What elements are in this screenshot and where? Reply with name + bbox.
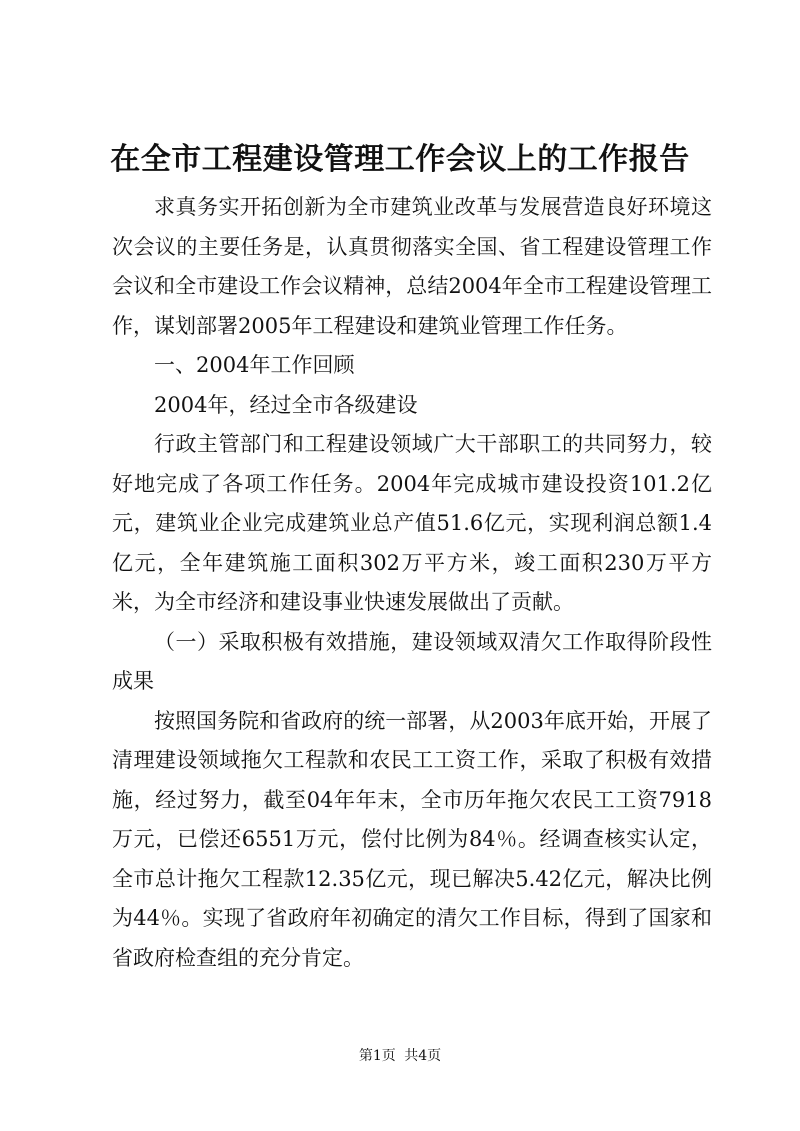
- paragraph-intro: 求真务实开拓创新为全市建筑业改革与发展营造良好环境这次会议的主要任务是，认真贯彻落实全国、省工程建设管理工作会议和全市建设工作会议精神，总结2004年全市工程建设管理工作，谋划部署2005年工程建设和建筑业管理工作任务。: [112, 195, 712, 338]
- document-title: 在全市工程建设管理工作会议上的工作报告: [110, 142, 690, 177]
- page-footer: [0, 1046, 800, 1066]
- page-number: 第1页: [358, 1048, 396, 1064]
- paragraph-arrears: 按照国务院和省政府的统一部署，从2003年底开始，开展了清理建设领域拖欠工程款和农民工工资工作，采取了积极有效措施，经过努力，截至04年年末，全市历年拖欠农民工工资7918万元，已偿还6551万元，偿付比例为84％。经调查核实认定，全市总计拖欠工程款12.35亿元，现已解决5.42亿元，解决比例为44％。实现了省政府年初确定的清欠工作目标，得到了国家和省政府检查组的充分肯定。: [112, 708, 712, 970]
- page-total: 共4页: [404, 1048, 442, 1064]
- subsection-heading-arrears: （一）采取积极有效措施，建设领域双清欠工作取得阶段性成果: [112, 629, 712, 693]
- paragraph-achievements: 行政主管部门和工程建设领域广大干部职工的共同努力，较好地完成了各项工作任务。2004年完成城市建设投资101.2亿元，建筑业企业完成建筑业总产值51.6亿元，实现利润总额1.4亿元，全年建筑施工面积302万平方米，竣工面积230万平方米，为全市经济和建设事业快速发展做出了贡献。: [112, 432, 712, 614]
- section-heading-review: 一、2004年工作回顾: [154, 353, 355, 377]
- paragraph-2004-lead: 2004年，经过全市各级建设: [154, 392, 418, 417]
- document-body: [112, 188, 712, 978]
